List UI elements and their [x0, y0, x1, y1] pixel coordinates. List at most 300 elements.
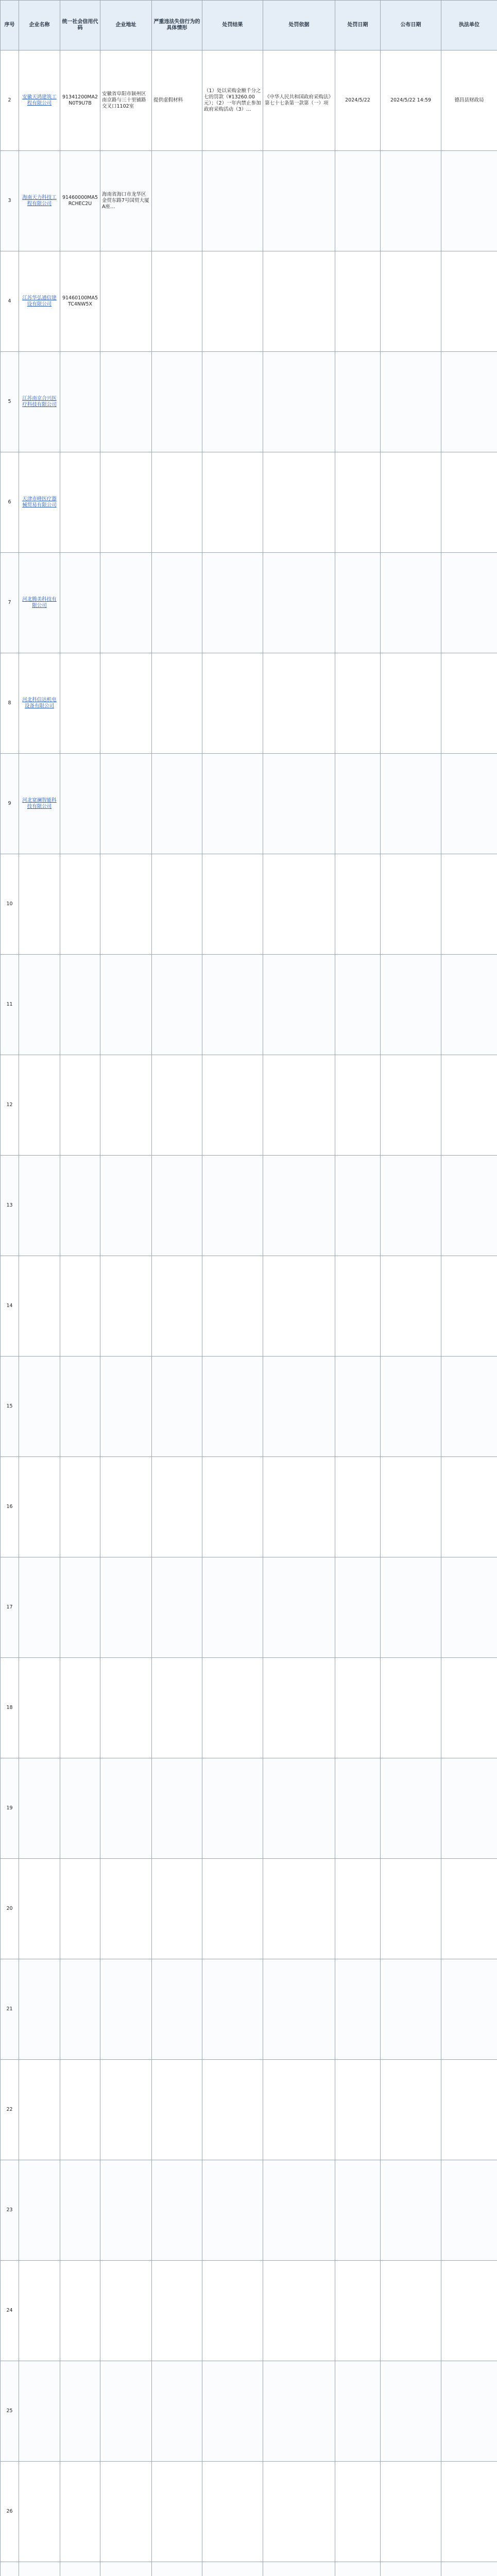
cell-text: 25	[6, 2408, 13, 2414]
cell-no	[1, 50, 19, 151]
cell-result	[202, 1156, 263, 1256]
cell-publish_date	[381, 854, 441, 955]
cell-name[interactable]	[19, 854, 60, 955]
cell-basis	[263, 50, 335, 151]
cell-unit	[441, 653, 497, 754]
cell-situation	[152, 1859, 202, 1959]
cell-text: 12	[6, 1102, 13, 1108]
cell-name[interactable]	[19, 1758, 60, 1859]
cell-unit	[441, 1658, 497, 1758]
table-row	[1, 352, 497, 452]
cell-basis	[263, 653, 335, 754]
cell-punish_date	[335, 854, 381, 955]
cell-no	[1, 955, 19, 1055]
cell-basis	[263, 2361, 335, 2462]
cell-unit	[441, 1959, 497, 2060]
cell-basis	[263, 1357, 335, 1457]
cell-name[interactable]	[19, 653, 60, 754]
cell-publish_date	[381, 1959, 441, 2060]
cell-no	[1, 2060, 19, 2160]
cell-name[interactable]	[19, 1055, 60, 1156]
cell-basis	[263, 2462, 335, 2562]
cell-result	[202, 1859, 263, 1959]
cell-name[interactable]	[19, 1658, 60, 1758]
table-row	[1, 754, 497, 854]
col-publish-date: 公布日期	[381, 1, 441, 50]
cell-situation	[152, 1557, 202, 1658]
cell-basis	[263, 2261, 335, 2361]
cell-no	[1, 1959, 19, 2060]
cell-punish_date	[335, 553, 381, 653]
cell-punish_date	[335, 1959, 381, 2060]
cell-publish_date	[381, 2361, 441, 2462]
cell-address	[100, 653, 152, 754]
cell-situation	[152, 1156, 202, 1256]
cell-punish_date	[335, 352, 381, 452]
cell-text: 2024/5/22 14:59	[390, 97, 432, 103]
cell-address	[100, 854, 152, 955]
cell-punish_date	[335, 1357, 381, 1457]
cell-no	[1, 2160, 19, 2261]
cell-publish_date	[381, 1658, 441, 1758]
cell-address	[100, 352, 152, 452]
cell-basis	[263, 251, 335, 352]
cell-code	[60, 955, 100, 1055]
cell-name[interactable]	[19, 2160, 60, 2261]
cell-publish_date	[381, 2060, 441, 2160]
cell-unit	[441, 50, 497, 151]
cell-text: 23	[6, 2207, 13, 2213]
cell-punish_date	[335, 2562, 381, 2576]
col-credit-code: 统一社会信用代码	[60, 1, 100, 50]
cell-text: 4	[8, 298, 11, 304]
table-row	[1, 1256, 497, 1357]
cell-text: 91460100MA5TC4NW5X	[62, 295, 98, 307]
cell-unit	[441, 1256, 497, 1357]
cell-situation	[152, 1256, 202, 1357]
cell-name[interactable]	[19, 955, 60, 1055]
cell-unit	[441, 1055, 497, 1156]
cell-publish_date	[381, 553, 441, 653]
cell-publish_date	[381, 653, 441, 754]
cell-no	[1, 352, 19, 452]
cell-text: 安徽省阜阳市颍州区南京路与三十里铺路交叉口1102室	[102, 91, 146, 109]
cell-unit	[441, 1357, 497, 1457]
cell-basis	[263, 1256, 335, 1357]
cell-name[interactable]	[19, 2361, 60, 2462]
cell-text: 91460000MA5RCHEC2U	[62, 195, 98, 207]
cell-code	[60, 2261, 100, 2361]
cell-unit	[441, 1859, 497, 1959]
cell-publish_date	[381, 1256, 441, 1357]
cell-punish_date	[335, 452, 381, 553]
company-link[interactable]: 河北腾美科技有限公司	[22, 597, 57, 608]
cell-name[interactable]	[19, 1557, 60, 1658]
cell-no	[1, 553, 19, 653]
col-basis: 处罚依据	[263, 1, 335, 50]
cell-situation	[152, 1658, 202, 1758]
cell-address	[100, 2261, 152, 2361]
table-row	[1, 1859, 497, 1959]
cell-result	[202, 2160, 263, 2261]
cell-unit	[441, 2160, 497, 2261]
cell-publish_date	[381, 1357, 441, 1457]
cell-basis	[263, 854, 335, 955]
cell-code	[60, 1256, 100, 1357]
table-row	[1, 2562, 497, 2576]
cell-code	[60, 50, 100, 151]
cell-punish_date	[335, 50, 381, 151]
cell-publish_date	[381, 151, 441, 251]
table-row	[1, 50, 497, 151]
cell-code	[60, 1357, 100, 1457]
cell-publish_date	[381, 1859, 441, 1959]
cell-text: 德昌县财政局	[454, 97, 484, 103]
cell-unit	[441, 1156, 497, 1256]
cell-text: 3	[8, 198, 11, 204]
cell-text: 6	[8, 499, 11, 505]
company-link[interactable]: 河北宽澜智能科技有限公司	[22, 798, 57, 809]
table-row	[1, 1156, 497, 1256]
cell-code	[60, 2361, 100, 2462]
cell-situation	[152, 1055, 202, 1156]
cell-text: 海南省海口市龙华区金贸东路7号国贸大厦A座…	[102, 192, 149, 210]
cell-name[interactable]	[19, 1357, 60, 1457]
cell-code	[60, 1658, 100, 1758]
cell-result	[202, 352, 263, 452]
cell-name[interactable]	[19, 1156, 60, 1256]
table-row	[1, 1758, 497, 1859]
col-punish-date: 处罚日期	[335, 1, 381, 50]
company-link[interactable]: 天津市峰医疗器械贸易有限公司	[22, 496, 57, 508]
cell-text: 提供虚假材料	[153, 97, 183, 103]
cell-address	[100, 1055, 152, 1156]
cell-text: 18	[6, 1705, 13, 1710]
cell-code	[60, 2160, 100, 2261]
cell-basis	[263, 1859, 335, 1959]
col-address: 企业地址	[100, 1, 152, 50]
cell-unit	[441, 553, 497, 653]
cell-text: 16	[6, 1504, 13, 1510]
cell-no	[1, 1457, 19, 1557]
table-row	[1, 2060, 497, 2160]
cell-text: 9	[8, 801, 11, 806]
cell-publish_date	[381, 1156, 441, 1256]
cell-name[interactable]	[19, 2060, 60, 2160]
cell-address	[100, 2361, 152, 2462]
cell-result	[202, 1658, 263, 1758]
cell-text: 26	[6, 2509, 13, 2514]
cell-punish_date	[335, 1859, 381, 1959]
cell-situation	[152, 2160, 202, 2261]
cell-text: 11	[6, 1002, 13, 1007]
table-row	[1, 1557, 497, 1658]
cell-result	[202, 653, 263, 754]
cell-result	[202, 2261, 263, 2361]
col-result: 处罚结果	[202, 1, 263, 50]
cell-name[interactable]	[19, 1859, 60, 1959]
cell-situation	[152, 452, 202, 553]
cell-name[interactable]	[19, 151, 60, 251]
cell-punish_date	[335, 1658, 381, 1758]
cell-code	[60, 251, 100, 352]
cell-punish_date	[335, 2160, 381, 2261]
cell-code	[60, 1859, 100, 1959]
cell-code	[60, 754, 100, 854]
cell-address	[100, 1959, 152, 2060]
cell-basis	[263, 2160, 335, 2261]
cell-text: 8	[8, 700, 11, 706]
cell-code	[60, 653, 100, 754]
table-header	[1, 1, 497, 50]
cell-no	[1, 1156, 19, 1256]
cell-result	[202, 2562, 263, 2576]
cell-situation	[152, 2562, 202, 2576]
cell-publish_date	[381, 1457, 441, 1557]
cell-basis	[263, 955, 335, 1055]
cell-situation	[152, 955, 202, 1055]
cell-address	[100, 1758, 152, 1859]
table-row	[1, 653, 497, 754]
cell-no	[1, 2261, 19, 2361]
cell-no	[1, 653, 19, 754]
company-link[interactable]: 河北科信达机电设备有限公司	[22, 697, 57, 709]
cell-address	[100, 151, 152, 251]
cell-address	[100, 50, 152, 151]
table-body	[1, 50, 497, 2576]
cell-unit	[441, 352, 497, 452]
cell-name[interactable]	[19, 1256, 60, 1357]
cell-punish_date	[335, 1256, 381, 1357]
cell-no	[1, 1055, 19, 1156]
company-link[interactable]: 江苏南京合兴医疗科技有限公司	[22, 396, 57, 408]
cell-unit	[441, 2462, 497, 2562]
cell-code	[60, 854, 100, 955]
col-situation: 严重违法失信行为的具体情形	[152, 1, 202, 50]
cell-punish_date	[335, 955, 381, 1055]
cell-name[interactable]	[19, 1959, 60, 2060]
cell-publish_date	[381, 2562, 441, 2576]
col-unit: 执法单位	[441, 1, 497, 50]
cell-publish_date	[381, 1055, 441, 1156]
cell-punish_date	[335, 754, 381, 854]
cell-unit	[441, 754, 497, 854]
cell-publish_date	[381, 754, 441, 854]
cell-unit	[441, 251, 497, 352]
table-row	[1, 1357, 497, 1457]
cell-result	[202, 1457, 263, 1557]
cell-unit	[441, 2562, 497, 2576]
cell-situation	[152, 2462, 202, 2562]
cell-text: 2	[8, 97, 11, 103]
cell-publish_date	[381, 251, 441, 352]
cell-situation	[152, 50, 202, 151]
cell-situation	[152, 2361, 202, 2462]
cell-result	[202, 50, 263, 151]
cell-result	[202, 854, 263, 955]
cell-code	[60, 2462, 100, 2562]
cell-unit	[441, 955, 497, 1055]
cell-address	[100, 754, 152, 854]
cell-name[interactable]	[19, 2462, 60, 2562]
cell-name[interactable]	[19, 352, 60, 452]
cell-basis	[263, 553, 335, 653]
cell-punish_date	[335, 2261, 381, 2361]
cell-text: 《中华人民共和国政府采购法》第七十七条第一款第（一）项	[265, 94, 334, 106]
table-row	[1, 452, 497, 553]
cell-text: 21	[6, 2006, 13, 2012]
cell-situation	[152, 754, 202, 854]
cell-unit	[441, 2261, 497, 2361]
cell-code	[60, 352, 100, 452]
cell-situation	[152, 2060, 202, 2160]
cell-publish_date	[381, 955, 441, 1055]
cell-no	[1, 1658, 19, 1758]
cell-publish_date	[381, 352, 441, 452]
cell-code	[60, 1758, 100, 1859]
cell-result	[202, 251, 263, 352]
cell-basis	[263, 754, 335, 854]
cell-basis	[263, 151, 335, 251]
cell-result	[202, 1557, 263, 1658]
cell-code	[60, 1959, 100, 2060]
cell-no	[1, 1557, 19, 1658]
cell-code	[60, 2060, 100, 2160]
cell-publish_date	[381, 2462, 441, 2562]
cell-address	[100, 1156, 152, 1256]
cell-situation	[152, 854, 202, 955]
table-row	[1, 2160, 497, 2261]
cell-publish_date	[381, 1758, 441, 1859]
table-row	[1, 553, 497, 653]
cell-result	[202, 1357, 263, 1457]
table-row	[1, 955, 497, 1055]
cell-publish_date	[381, 1557, 441, 1658]
cell-unit	[441, 2060, 497, 2160]
cell-situation	[152, 553, 202, 653]
cell-name[interactable]	[19, 553, 60, 653]
col-company: 企业名称	[19, 1, 60, 50]
cell-result	[202, 452, 263, 553]
cell-name[interactable]	[19, 2562, 60, 2576]
cell-address	[100, 2060, 152, 2160]
cell-name[interactable]	[19, 251, 60, 352]
cell-text: 7	[8, 600, 11, 605]
cell-no	[1, 1758, 19, 1859]
cell-basis	[263, 1959, 335, 2060]
col-no: 序号	[1, 1, 19, 50]
cell-basis	[263, 1758, 335, 1859]
cell-text: 19	[6, 1805, 13, 1811]
cell-unit	[441, 1557, 497, 1658]
cell-result	[202, 2361, 263, 2462]
cell-text: 22	[6, 2107, 13, 2112]
cell-situation	[152, 352, 202, 452]
cell-code	[60, 151, 100, 251]
cell-punish_date	[335, 251, 381, 352]
table-row	[1, 1959, 497, 2060]
cell-punish_date	[335, 2361, 381, 2462]
cell-address	[100, 251, 152, 352]
cell-result	[202, 151, 263, 251]
table-row	[1, 2462, 497, 2562]
cell-result	[202, 1959, 263, 2060]
cell-basis	[263, 1055, 335, 1156]
cell-punish_date	[335, 2462, 381, 2562]
cell-name[interactable]	[19, 50, 60, 151]
cell-punish_date	[335, 2060, 381, 2160]
cell-name[interactable]	[19, 452, 60, 553]
cell-basis	[263, 452, 335, 553]
company-link[interactable]: 海南天力科技工程有限公司	[22, 195, 57, 207]
cell-code	[60, 1457, 100, 1557]
cell-no	[1, 854, 19, 955]
cell-no	[1, 2562, 19, 2576]
cell-text: 5	[8, 399, 11, 404]
cell-name[interactable]	[19, 754, 60, 854]
cell-address	[100, 2160, 152, 2261]
cell-punish_date	[335, 1557, 381, 1658]
cell-address	[100, 1457, 152, 1557]
cell-text: （1）处以采购金额千分之七的罚款（¥13260.00元）；（2）一年内禁止参加政府采购活动（3）…	[204, 88, 261, 112]
cell-punish_date	[335, 1457, 381, 1557]
table-row	[1, 1658, 497, 1758]
cell-no	[1, 2361, 19, 2462]
cell-text: 17	[6, 1604, 13, 1610]
cell-unit	[441, 2361, 497, 2462]
cell-punish_date	[335, 151, 381, 251]
cell-code	[60, 1557, 100, 1658]
cell-result	[202, 754, 263, 854]
company-link[interactable]: 江苏华弘通信建设有限公司	[22, 295, 57, 307]
table-row	[1, 251, 497, 352]
cell-address	[100, 955, 152, 1055]
cell-unit	[441, 854, 497, 955]
cell-result	[202, 2060, 263, 2160]
cell-basis	[263, 2562, 335, 2576]
cell-address	[100, 553, 152, 653]
cell-no	[1, 251, 19, 352]
cell-result	[202, 1055, 263, 1156]
cell-publish_date	[381, 452, 441, 553]
cell-publish_date	[381, 2160, 441, 2261]
cell-address	[100, 1859, 152, 1959]
cell-basis	[263, 2060, 335, 2160]
cell-no	[1, 1256, 19, 1357]
cell-result	[202, 1758, 263, 1859]
cell-no	[1, 2462, 19, 2562]
cell-address	[100, 2562, 152, 2576]
cell-address	[100, 1557, 152, 1658]
cell-punish_date	[335, 1758, 381, 1859]
cell-punish_date	[335, 653, 381, 754]
cell-name[interactable]	[19, 2261, 60, 2361]
cell-no	[1, 1357, 19, 1457]
table-row	[1, 2361, 497, 2462]
cell-text: 91341200MA2N0T9U7B	[62, 94, 98, 106]
cell-name[interactable]	[19, 1457, 60, 1557]
cell-situation	[152, 653, 202, 754]
cell-basis	[263, 1156, 335, 1256]
cell-unit	[441, 1758, 497, 1859]
table-row	[1, 854, 497, 955]
cell-situation	[152, 151, 202, 251]
cell-result	[202, 955, 263, 1055]
cell-result	[202, 553, 263, 653]
cell-basis	[263, 1557, 335, 1658]
company-link[interactable]: 安徽天鸿建筑工程有限公司	[22, 94, 57, 106]
cell-no	[1, 1859, 19, 1959]
